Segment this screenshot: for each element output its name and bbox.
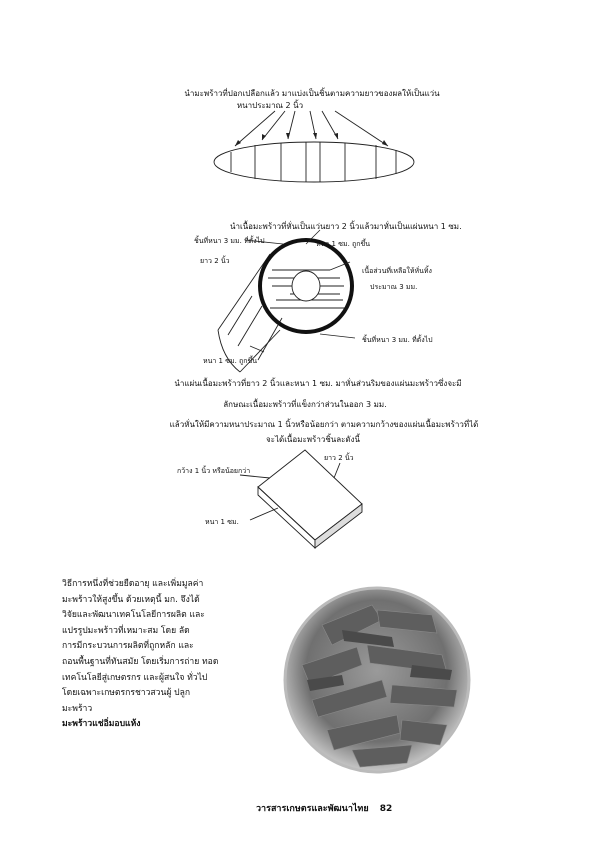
figure3-caption-line4: จะได้เนื้อมะพร้าวชิ้นละดังนี้ bbox=[265, 435, 361, 444]
figure2-label-thickness: หนา 1 ซม. ถูกขึ้น bbox=[316, 240, 371, 248]
figure3-label-thickness: หนา 1 ซม. bbox=[205, 518, 239, 526]
body-line: มะพร้าว bbox=[62, 703, 93, 714]
body-line: วิธีการหนึ่งที่ช่วยยืดอายุ และเพิ่มมูลค่า bbox=[62, 579, 204, 589]
figure3-label-length: ยาว 2 นิ้ว bbox=[324, 454, 354, 462]
figure2-label-core-size: ประมาณ 3 มม. bbox=[370, 283, 418, 291]
page-number: 82 bbox=[379, 804, 393, 814]
figure3-label-width: กว้าง 1 นิ้ว หรือน้อยกว่า bbox=[177, 467, 251, 475]
body-line: วิจัยและพัฒนาเทคโนโลยีการผลิต และ bbox=[62, 610, 205, 621]
figure3-caption-line1: นำแผ่นเนื้อมะพร้าวที่ยาว 2 นิ้วและหนา 1 ซม. มาหั่นส่วนริมของแผ่นมะพร้าวซึ่งจะมี bbox=[174, 379, 462, 388]
figure2-label-strip: ชิ้นที่หนา 3 มม. ที่ตั้งไป bbox=[194, 237, 265, 245]
body-line: เทคโนโลยีสู่เกษตรกร และผู้สนใจ ทั่วไป bbox=[62, 672, 208, 683]
page-footer bbox=[256, 801, 392, 815]
figure2-label-core: เนื้อส่วนที่เหลือให้หั่นทิ้ง bbox=[362, 267, 432, 275]
body-title: มะพร้าวแช่อิ่มอบแห้ง bbox=[62, 719, 141, 730]
body-line: การมีกระบวนการผลิตที่ถูกหลัก และ bbox=[62, 641, 194, 652]
article-body bbox=[62, 577, 240, 733]
figure3-caption-line3: แล้วหั่นให้มีความหนาประมาณ 1 นิ้วหรือน้อยกว่า ตามความกว้างของแผ่นเนื้อมะพร้าวที่ได้ bbox=[169, 420, 479, 429]
figure2-label-length: ยาว 2 นิ้ว bbox=[200, 257, 230, 265]
figure1-caption-line1: นำมะพร้าวที่ปอกเปลือกแล้ว มาแบ่งเป็นชิ้นตามความยาวของผลให้เป็นแว่น bbox=[184, 89, 440, 98]
figure3-caption-line2: ลักษณะเนื้อมะพร้าวที่แข็งกว่าส่วนในออก 3 มม. bbox=[223, 400, 387, 409]
body-line: แปรรูปมะพร้าวที่เหมาะสม โดย ลัด bbox=[62, 625, 190, 636]
body-line: โดยเฉพาะเกษตรกรชาวสวนผู้ ปลูก bbox=[62, 688, 191, 699]
figure2-caption: นำเนื้อมะพร้าวที่หั่นเป็นแว่นยาว 2 นิ้วแล้วมาหั่นเป็นแผ่นหนา 1 ซม. bbox=[230, 222, 462, 231]
body-line: มะพร้าวให้สูงขึ้น ด้วยเหตุนี้ มก. จึงได้ bbox=[62, 594, 200, 605]
figure2-label-strip-bottom: ชิ้นที่หนา 3 มม. ที่ตั้งไป bbox=[362, 336, 433, 344]
figure2-label-bottom: หนา 1 ซม. ถูกขึ้น bbox=[203, 357, 258, 365]
footer-publication: วารสารเกษตรและพัฒนาไทย bbox=[256, 804, 369, 814]
dried-coconut-photo bbox=[282, 585, 472, 775]
body-line: ถอนพื้นฐานที่ทันสมัย โดยเริ่มการถ่าย ทอด bbox=[62, 656, 219, 667]
figure1-caption-line2: หนาประมาณ 2 นิ้ว bbox=[236, 101, 304, 110]
